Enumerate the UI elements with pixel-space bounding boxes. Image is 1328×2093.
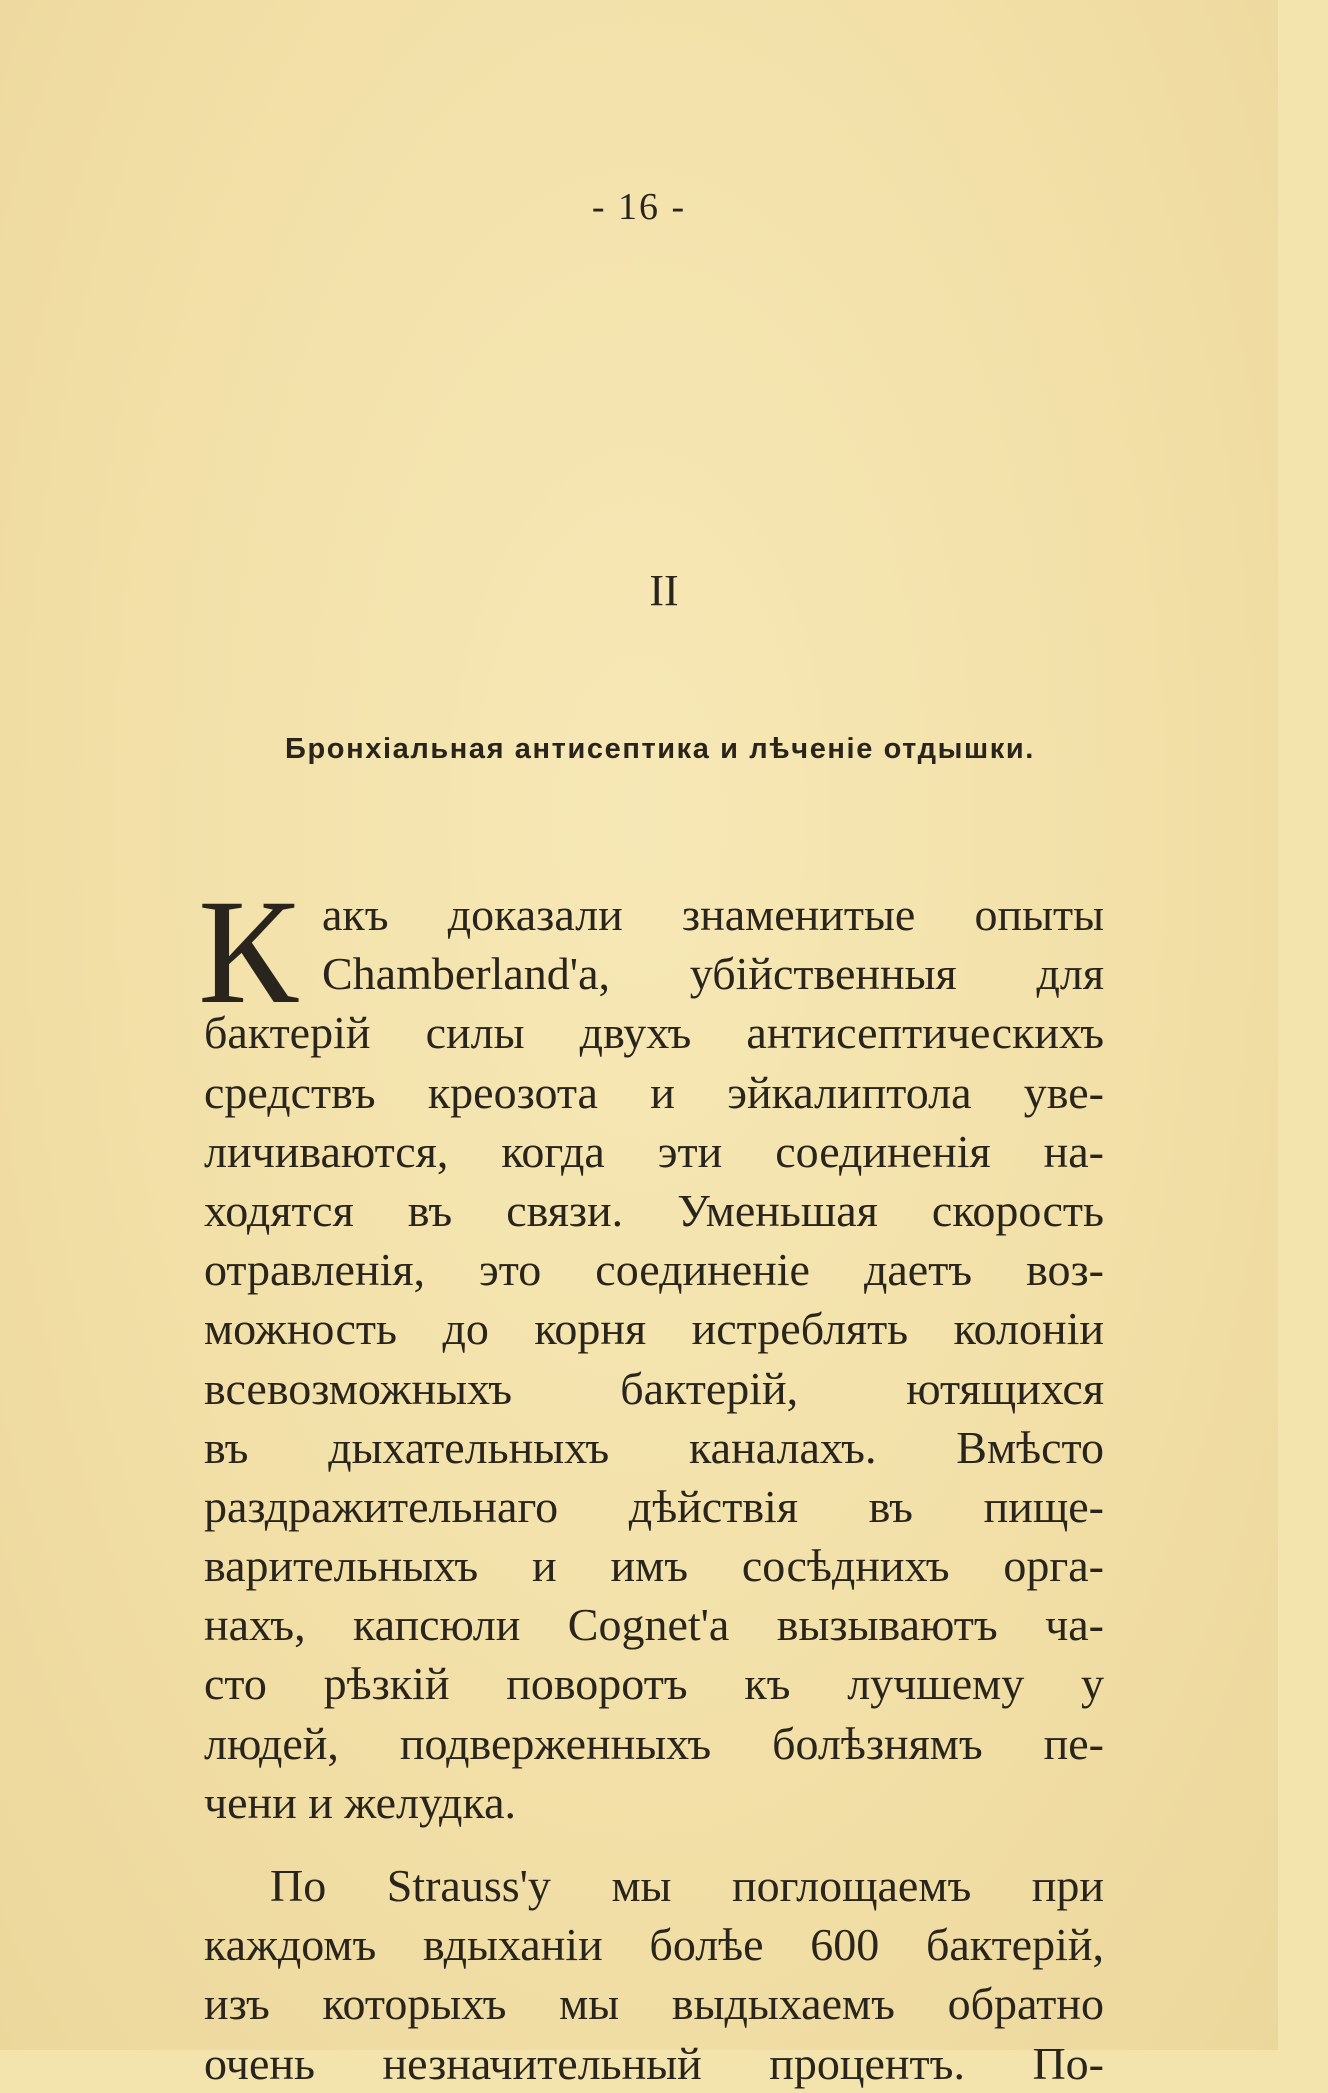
text-line: сто рѣзкій поворотъ къ лучшему у [204,1658,1104,1710]
text-line: изъ которыхъ мы выдыхаемъ обратно [204,1978,1104,2030]
text-line: бактерій силы двухъ антисептическихъ [204,1007,1104,1059]
text-line: можность до корня истреблять колоніи [204,1303,1104,1355]
drop-cap: К [198,869,299,1035]
text-line: людей, подверженныхъ болѣзнямъ пе- [204,1717,1104,1769]
text-line: нахъ, капсюли Cognet'a вызываютъ ча- [204,1599,1104,1651]
text-line: раздражительнаго дѣйствія въ пище- [204,1480,1104,1532]
text-line: очень незначительный процентъ. По- [204,2037,1104,2089]
text-line: каждомъ вдыханіи болѣе 600 бактерій, [204,1919,1104,1971]
text-line: въ дыхательныхъ каналахъ. Вмѣсто [204,1421,1104,1473]
paragraph-gap [204,1832,1104,1856]
paragraph-1 [204,885,1104,1832]
chapter-title: Бронхіальная антисептика и лѣченіе отдышки. [285,733,1035,765]
paragraph-2 [204,1856,1104,2093]
text-line: варительныхъ и имъ сосѣднихъ орга- [204,1540,1104,1592]
text-line: чени и желудка. [204,1776,517,1828]
text-line: акъ доказали знаменитые опыты [322,889,1104,940]
text-line: средствъ креозота и эйкалиптола уве- [204,1066,1104,1118]
text-line: Chamberland'a, убійственныя для [322,948,1104,1000]
text-line: всевозможныхъ бактерій, ютящихся [204,1362,1104,1414]
text-line [204,1856,1104,1915]
text-line: ходятся въ связи. Уменьшая скорость [204,1184,1104,1236]
page-number: - 16 - [591,186,687,228]
body-text [198,869,1104,2093]
text-line: личиваются, когда эти соединенія на- [204,1125,1104,1177]
text-line: отравленія, это соединеніе даетъ воз- [204,1244,1104,1296]
text-line-content: По Strauss'y мы поглощаемъ при [270,1860,1104,1911]
chapter-number: II [649,566,679,615]
